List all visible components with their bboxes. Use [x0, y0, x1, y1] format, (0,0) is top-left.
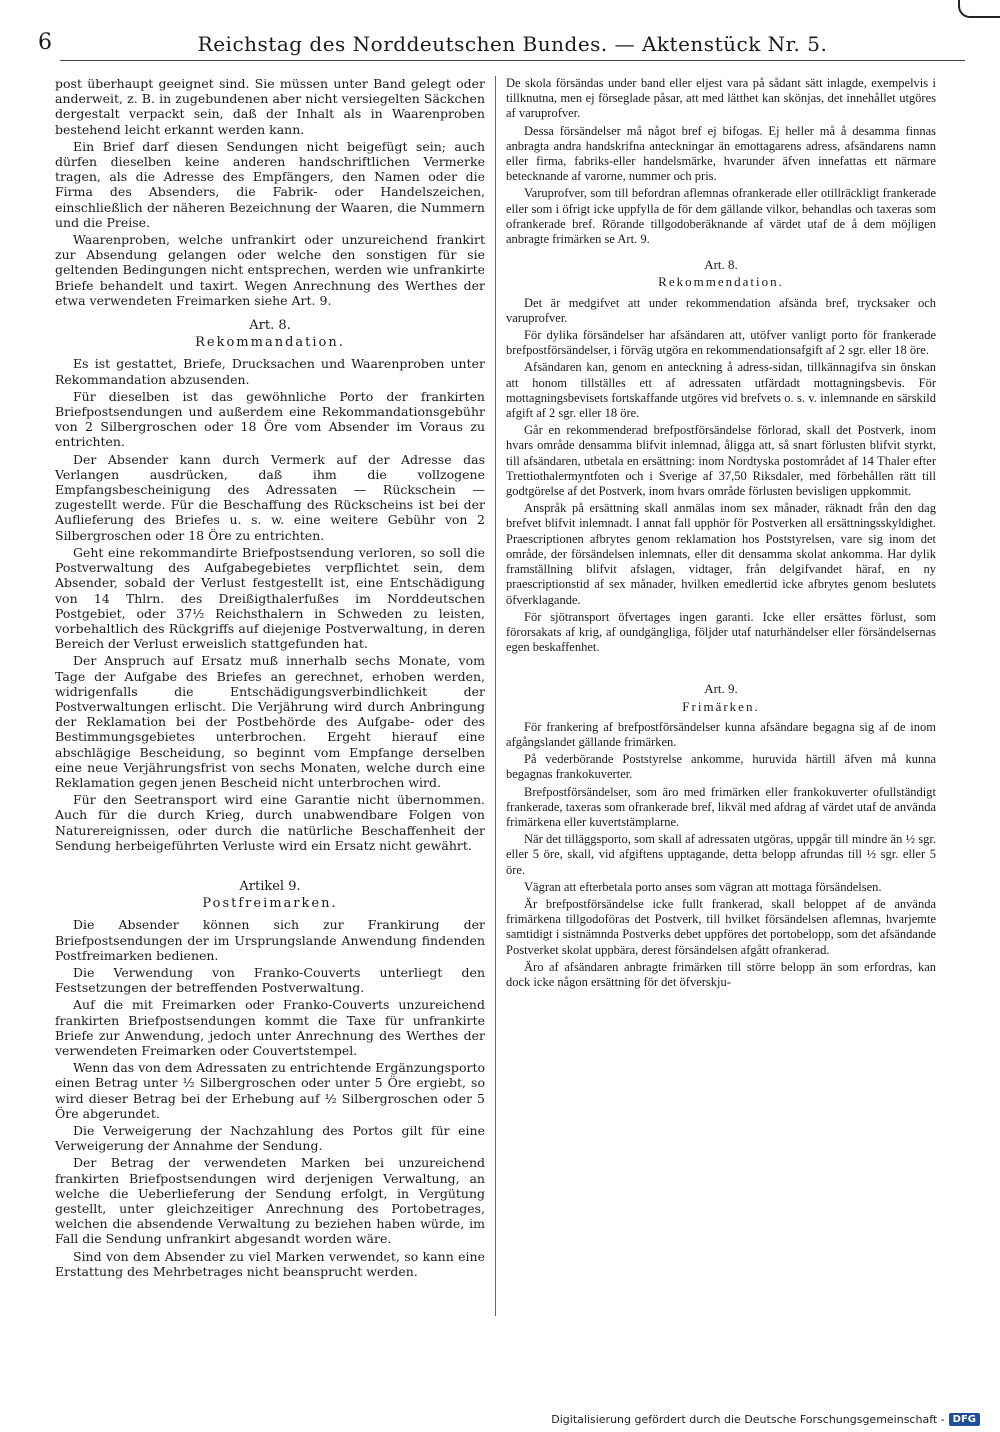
- paragraph: De skola försändas under band eller eljest vara på sådant sätt inlagde, exempelvis i tillknutna, men ej förseglade påsar, att med lätthet kan skönjas, det innehållet utgöres af varuprofver.: [506, 76, 936, 121]
- article-title: Art. 8.: [704, 257, 738, 273]
- article-subtitle: Frimärken.: [682, 698, 760, 714]
- paragraph: Waarenproben, welche unfrankirt oder unzureichend frankirt zur Absendung gelangen oder welche den sonstigen für sie geltenden Bedingungen nicht entsprechen, werden wie unfrankirte Briefe behandelt und taxirt. Wegen Anrechnung des Werthes der etwa verwendeten Freimarken siehe Art. 9.: [55, 232, 485, 308]
- page-corner-mark: [958, 0, 1000, 18]
- paragraph: Auf die mit Freimarken oder Franko-Couverts unzureichend frankirten Briefpostsendungen kommt die Taxe für unfrankirte Briefe zur Anwendung, jedoch unter Anrechnung des Werthes der verwendeten Freimarken oder Couvertstempel.: [55, 997, 485, 1058]
- paragraph: Für den Seetransport wird eine Garantie nicht übernommen. Auch für die durch Krieg, durch unabwendbare Folgen von Naturereignissen, oder durch die natürliche Beschaffenheit der Sendung herbeigeführten Verluste wird ein Ersatz nicht gewährt.: [55, 792, 485, 853]
- paragraph: För frankering af brefpostförsändelser kunna afsändare begagna sig af de inom afgångslandet gällande frimärken.: [506, 719, 936, 749]
- paragraph: Varuprofver, som till befordran aflemnas ofrankerade eller otillräckligt frankerade eller som i öfrigt icke uppfylla de för dem gällande vilkor, behandlas och taxeras som ofrankerade bref. Rörande tillgodoberäknande af värdet utaf de å dem möjligen anbragte frimärken se Art. 9.: [506, 186, 936, 247]
- paragraph: Der Anspruch auf Ersatz muß innerhalb sechs Monate, vom Tage der Aufgabe des Briefes an gerechnet, erhoben werden, widrigenfalls die Entschädigungsverbindlichkeit der Postverwaltungen erlischt. Die Verjährung wird durch Anbringung der Reklamation bei der Postbehörde des Aufgabe- oder des Bestimmungsgebietes unterbrochen. Ergeht hierauf eine abschlägige Bescheidung, so beginnt vom Empfange derselben eine neue Verjährungsfrist von sechs Monaten, welche durch eine Reklamation gegen jenen Bescheid nicht unterbrochen wird.: [55, 653, 485, 790]
- swedish-column: [506, 76, 936, 992]
- paragraph: post überhaupt geeignet sind. Sie müssen unter Band gelegt oder anderweit, z. B. in zugebundenen aber nicht versiegelten Säckchen dergestalt verpackt sein, daß der Inhalt als in Waarenproben bestehend leicht erkannt werden kann.: [55, 76, 485, 137]
- paragraph: Der Betrag der verwendeten Marken bei unzureichend frankirten Briefpostsendungen wird derjenigen Verwaltung, an welche die Ueberlieferung der Sendung erfolgt, in Vergütung gestellt, unter gleichzeitiger Anrechnung des Portobetrages, welchen die absendende Verwaltung zu beziehen haben würde, im Fall die Sendung unfrankirt abgesandt worden wäre.: [55, 1155, 485, 1247]
- paragraph: Die Verwendung von Franko-Couverts unterliegt den Festsetzungen der betreffenden Postverwaltung.: [55, 964, 485, 996]
- paragraph: När det tilläggsporto, som skall af adressaten utgöras, uppgår till mindre än ½ sgr. eller 5 öre, skall, vid afgiftens upptagande, detta belopp afrundas till ½ sgr. eller 5 öre.: [506, 832, 936, 877]
- paragraph: Sind von dem Absender zu viel Marken verwendet, so kann eine Erstattung des Mehrbetrages nicht beansprucht werden.: [55, 1248, 485, 1279]
- article-subtitle: Postfreimarken.: [202, 896, 338, 912]
- german-column: [55, 76, 485, 1281]
- paragraph: För dylika försändelser har afsändaren att, utöfver vanligt porto för frankerade brefpostförsändelser, i förväg utgöra en rekommendationsafgift af 2 sgr. eller 18 öre.: [506, 328, 936, 358]
- digitization-footer: [551, 1413, 980, 1426]
- paragraph: Är brefpostförsändelse icke fullt frankerad, skall beloppet af de använda frimärkena tillgodoföras det Postverk, till hvilket försändelsen aflemnas, hvarjemte samtidigt i sistnämnda Postverks debet uppföres det portobelopp, som det afsändande Postverket skolat uppbära, derest försändelsen afgått ofrankerad.: [506, 896, 936, 957]
- column-divider: [495, 76, 496, 1316]
- paragraph: Wenn das von dem Adressaten zu entrichtende Ergänzungsporto einen Betrag unter ½ Silbergroschen oder unter 5 Öre ergiebt, so wird dieser Betrag bei der Erhebung auf ½ Silbergroschen oder 5 Öre abgerundet.: [55, 1060, 485, 1121]
- paragraph: Går en rekommenderad brefpostförsändelse förlorad, skall det Postverk, inom hvars område densamma blifvit inlemnad, åligga att, så snart förlusten blifvit styrkt, till afsändaren, utbetala en ersättning: inom Nordtyska postområdet af 14 Thaler efter Trettiothalermyntfoten och i Sverige af 37,50 Riksdaler, med förbehållen rätt till godtgörelse af det Postverk, inom hvars område förlusten bevisligen uppkommit.: [506, 423, 936, 499]
- page-number: 6: [38, 30, 52, 55]
- article-subtitle: Rekommendation.: [658, 274, 784, 290]
- article-subtitle: Rekommandation.: [195, 335, 345, 351]
- paragraph: Brefpostförsändelser, som äro med frimärken eller frankokuverter ofullständigt frankerade, taxeras som ofrankerade bref, likväl med afdrag af värdet utaf de använda frimärkena eller kuvertstämplarne.: [506, 784, 936, 829]
- page-header: Reichstag des Norddeutschen Bundes. — Aktenstück Nr. 5.: [60, 32, 965, 61]
- paragraph: Äro af afsändaren anbragte frimärken till större belopp än som erfordras, kan dock icke någon ersättning för det öfverskju-: [506, 959, 936, 989]
- paragraph: Der Absender kann durch Vermerk auf der Adresse das Verlangen ausdrücken, daß ihm die vollzogene Empfangsbescheinigung des Adressaten — Rückschein — zugestellt werde. Für die Beschaffung des Rückscheins ist bei der Auflieferung des Briefes u. s. w. eine weitere Gebühr von 2 Silbergroschen oder 18 Öre zu entrichten.: [55, 451, 485, 543]
- paragraph: Geht eine rekommandirte Briefpostsendung verloren, so soll die Postverwaltung des Aufgabegebietes verpflichtet sein, dem Absender, sobald der Verlust festgestellt ist, eine Entschädigung von 14 Thlrn. des Dreißigthalerfußes im Norddeutschen Postgebiet, oder 37½ Reichsthalern in Schweden zu leisten, vorbehaltlich des Rückgriffs auf diejenige Postverwaltung, in deren Bereich der Verlust erweislich stattgefunden hat.: [55, 544, 485, 652]
- paragraph: Ein Brief darf diesen Sendungen nicht beigefügt sein; auch dürfen dieselben keine anderen handschriftlichen Vermerke tragen, als die Adresse des Empfängers, den Namen oder die Firma des Absenders, die Fabrik- oder Handelszeichen, einschließlich der näheren Bezeichnung der Waaren, die Nummern und die Preise.: [55, 138, 485, 230]
- paragraph: Es ist gestattet, Briefe, Drucksachen und Waarenproben unter Rekommandation abzusenden.: [55, 356, 485, 387]
- paragraph: Die Absender können sich zur Frankirung der Briefpostsendungen der im Ursprungslande Anwendung findenden Postfreimarken bedienen.: [55, 917, 485, 963]
- paragraph: Det är medgifvet att under rekommendation afsända bref, trycksaker och varuprofver.: [506, 295, 936, 325]
- paragraph: För sjötransport öfvertages ingen garanti. Icke eller ersättes förlust, som förorsakats af krig, af oundgängliga, följder utaf naturhändelser eller försändelsernas egen beskaffenhet.: [506, 609, 936, 655]
- article-title: Art. 8.: [249, 318, 291, 334]
- paragraph: Vägran att efterbetala porto anses som vägran att mottaga försändelsen.: [524, 879, 882, 894]
- paragraph: Die Verweigerung der Nachzahlung des Portos gilt für eine Verweigerung der Annahme der Sendung.: [55, 1123, 485, 1154]
- paragraph: Anspråk på ersättning skall anmälas inom sex månader, räknadt från den dag brefvet blifvit inlemnadt. I annat fall upphör för Postverken all ersättningsskyldighet. Praescriptionen afbrytes genom reklamation hos Poststyrelsen, vare sig inom det område, der försändelsen inlemnats, eller dit densamma skolat ankomma. Har dylik framställning blifvit afslagen, vidtager, från delgifvandet häraf, en ny praescriptionstid af sex månader, hvilken emedlertid icke afbrytes genom beslutets öfverklagande.: [506, 501, 936, 607]
- article-title: Artikel 9.: [239, 878, 301, 894]
- dfg-logo: DFG: [949, 1413, 980, 1426]
- paragraph: På vederbörande Poststyrelse ankomme, huruvida härtill äfven må kunna begagnas frankokuverter.: [506, 752, 936, 782]
- article-title: Art. 9.: [704, 681, 738, 697]
- footer-text: Digitalisierung gefördert durch die Deutsche Forschungsgemeinschaft -: [551, 1413, 945, 1426]
- paragraph: Dessa försändelser må något bref ej bifogas. Ej heller må å desamma finnas anbragta andra handskrifna anteckningar än emottagarens adress, afsändarens namn eller firma, fabriks-eller handelsmärke, hvarunder äfven innefattas ett närmare betecknande af varorne, nummer och pris.: [506, 123, 936, 184]
- paragraph: Afsändaren kan, genom en anteckning å adress-sidan, tillkännagifva sin önskan att honom tillställes ett af adressaten utfärdadt mottagningsbevis. För mottagningsbevisets fortskaffande utgöres vid brefvets o. s. v. inlemnande en särskild afgift af 2 sgr. eller 18 öre.: [506, 360, 936, 421]
- paragraph: Für dieselben ist das gewöhnliche Porto der frankirten Briefpostsendungen und außerdem eine Rekommandationsgebühr von 2 Silbergroschen oder 18 Öre vom Absender im Voraus zu entrichten.: [55, 388, 485, 450]
